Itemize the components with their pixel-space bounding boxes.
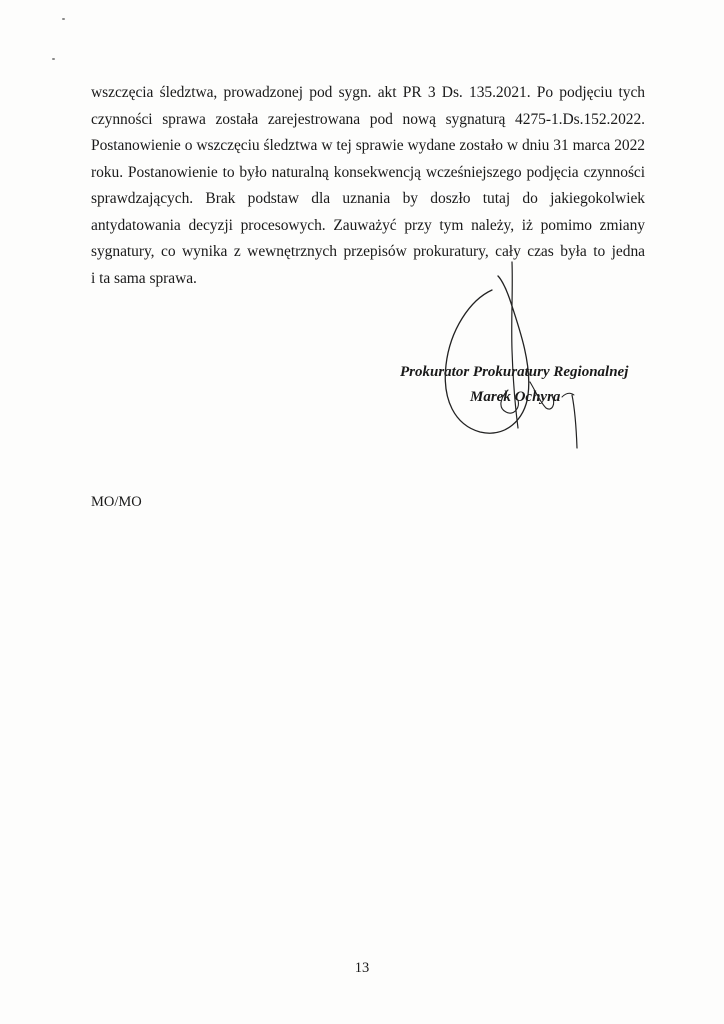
- body-line: Postanowienie o wszczęciu śledztwa w tej sprawie wydane zostało w dniu 31 marca: [91, 137, 611, 154]
- scan-speck: [52, 58, 55, 60]
- signatory-name: Marek Ochyra: [470, 389, 561, 405]
- page-number: 13: [354, 960, 370, 976]
- body-line: i ta sama sprawa.: [91, 269, 197, 287]
- body-line: czynności sprawa została zarejestrowana pod nową sygnaturą 4275-1.Ds.152.2022.: [91, 110, 645, 128]
- signature-block: [400, 360, 650, 410]
- body-paragraph: [91, 80, 645, 292]
- body-line: sygnatury, co wynika z wewnętrznych przepisów prokuratury, cały czas była to jedna: [91, 243, 645, 260]
- body-line: wszczęcia śledztwa, prowadzonej pod sygn. akt PR 3 Ds. 135.2021. Po podjęciu tych: [91, 84, 645, 101]
- body-line: czynności sprawdzających. Brak podstaw dla uznania by doszło tutaj do jakiegokolwiek: [91, 163, 646, 207]
- scan-speck: [62, 18, 65, 20]
- signatory-title: Prokurator Prokuratury Regionalnej: [400, 364, 629, 380]
- author-initials: MO/MO: [91, 494, 142, 510]
- body-line: antydatowania decyzji procesowych. Zauważyć przy tym należy, iż pomimo zmiany: [91, 216, 645, 234]
- body-line: 2022 roku. Postanowienie to było naturalną konsekwencją wcześniejszego podjęcia: [91, 137, 645, 181]
